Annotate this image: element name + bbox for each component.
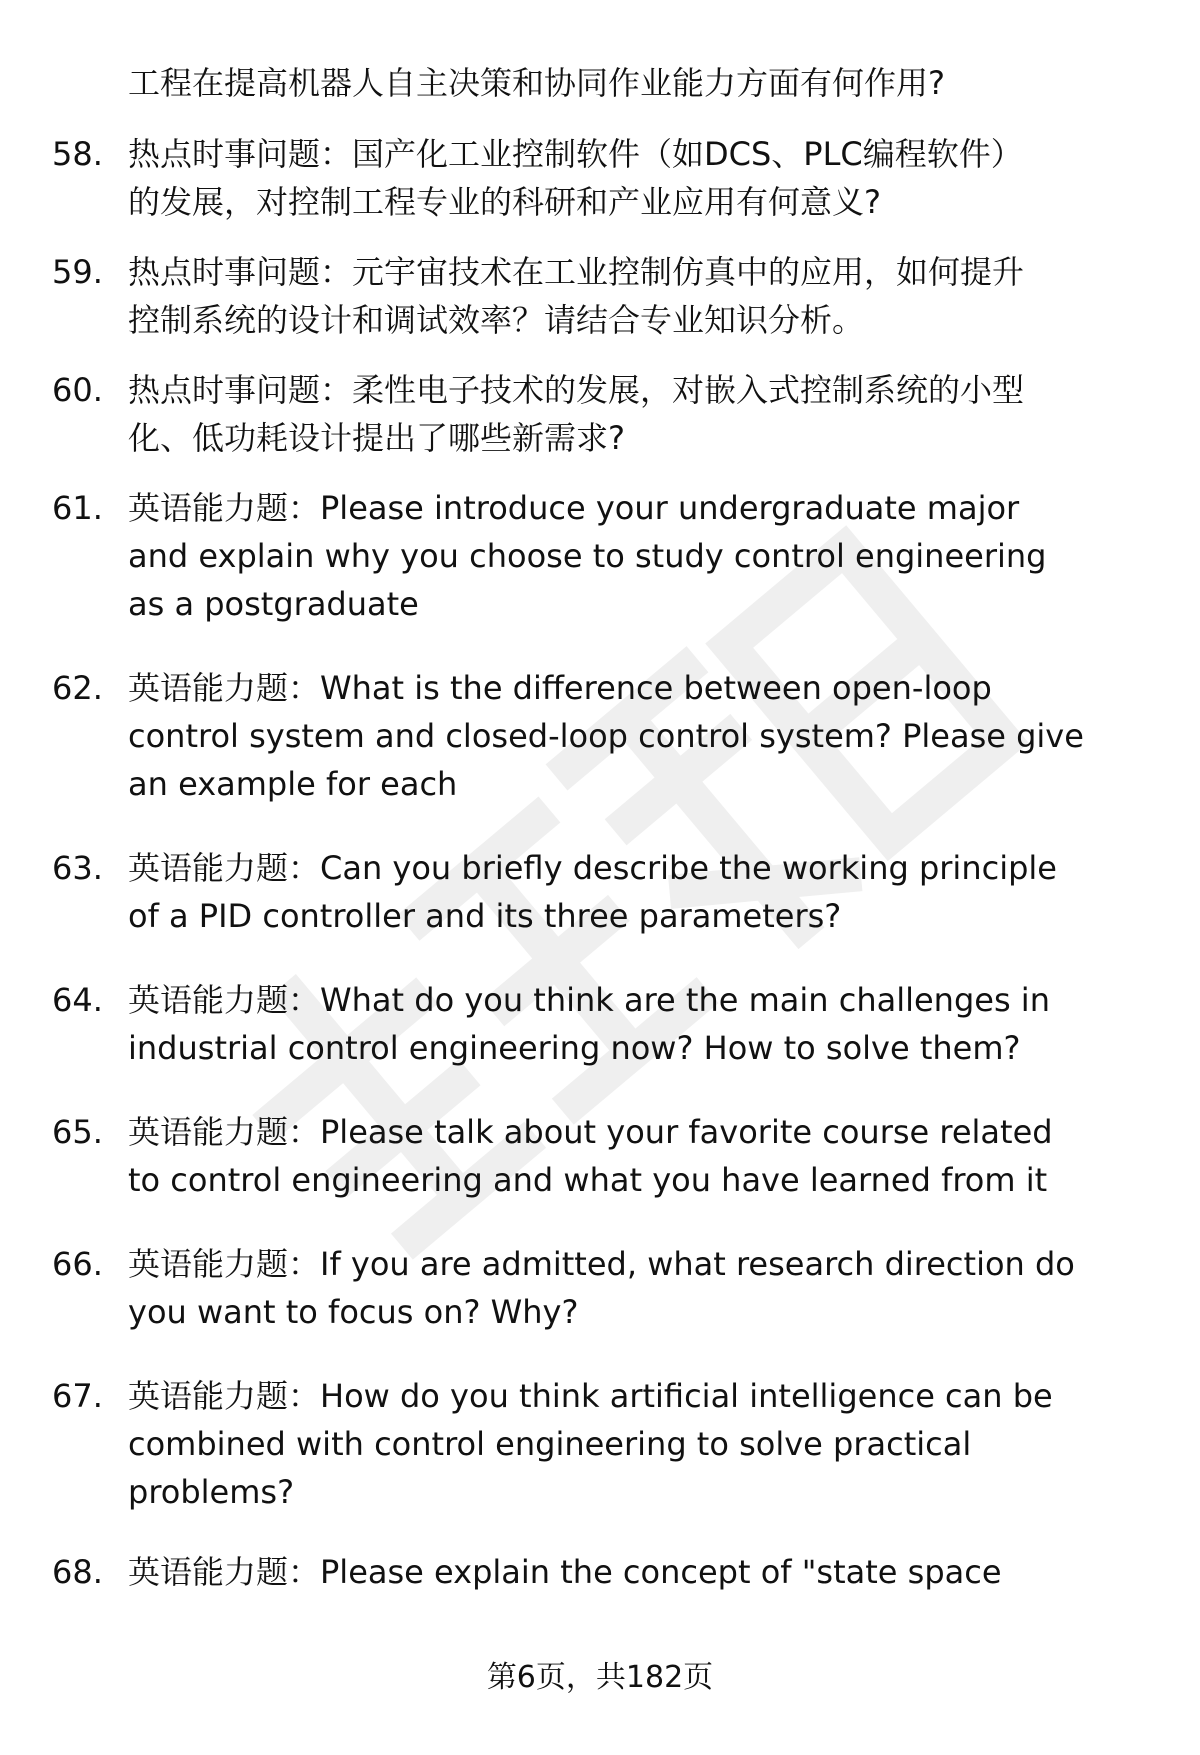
question-line: 英语能力题：Please introduce your undergraduate major [128, 489, 1020, 527]
question-line: problems? [128, 1473, 295, 1511]
question-text [128, 1240, 1168, 1336]
question-line: of a PID controller and its three parameters? [128, 897, 842, 935]
question-number: 67. [52, 1377, 103, 1415]
question-line: to control engineering and what you have learned from it [128, 1161, 1048, 1199]
question-number: 65. [52, 1113, 103, 1151]
question-text [128, 976, 1168, 1072]
question-line: 英语能力题：What is the difference between open-loop [128, 669, 992, 707]
question-number: 59. [52, 253, 103, 291]
question-line: as a postgraduate [128, 585, 419, 623]
question-line: an example for each [128, 765, 458, 803]
question-number: 61. [52, 489, 103, 527]
question-line: combined with control engineering to solve practical [128, 1425, 972, 1463]
question-line: 热点时事问题：国产化工业控制软件（如DCS、PLC编程软件） [128, 135, 1023, 173]
question-number: 66. [52, 1245, 103, 1283]
page-footer: 第6页，共182页 [486, 1660, 714, 1695]
question-line: 英语能力题：Please explain the concept of "state space [128, 1553, 1002, 1591]
question-text [128, 1548, 1168, 1596]
question-number: 58. [52, 135, 103, 173]
question-number: 60. [52, 371, 103, 409]
question-line: 控制系统的设计和调试效率？请结合专业知识分析。 [128, 301, 865, 339]
question-text [128, 248, 1168, 344]
question-text [128, 484, 1168, 628]
question-text [128, 366, 1168, 462]
question-number: 62. [52, 669, 103, 707]
question-text [128, 844, 1168, 940]
question-text [128, 130, 1168, 226]
question-line: 化、低功耗设计提出了哪些新需求? [128, 419, 625, 457]
question-line: and explain why you choose to study control engineering [128, 537, 1047, 575]
question-text [128, 1372, 1168, 1516]
question-number: 64. [52, 981, 103, 1019]
question-line: 热点时事问题：元宇宙技术在工业控制仿真中的应用，如何提升 [128, 253, 1025, 291]
question-text [128, 1108, 1168, 1204]
question-text [128, 664, 1168, 808]
question-line: 英语能力题：If you are admitted, what research direction do [128, 1245, 1075, 1283]
question-number: 63. [52, 849, 103, 887]
question-line: 的发展，对控制工程专业的科研和产业应用有何意义? [128, 183, 881, 221]
question-number: 68. [52, 1553, 103, 1591]
continuation-line: 工程在提高机器人自主决策和协同作业能力方面有何作用? [128, 64, 945, 102]
question-line: control system and closed-loop control system? Please give [128, 717, 1084, 755]
question-line: 英语能力题：What do you think are the main challenges in [128, 981, 1050, 1019]
question-line: 热点时事问题：柔性电子技术的发展，对嵌入式控制系统的小型 [128, 371, 1025, 409]
question-line: 英语能力题：Can you briefly describe the working principle [128, 849, 1057, 887]
question-line: industrial control engineering now? How to solve them? [128, 1029, 1021, 1067]
question-line: you want to focus on? Why? [128, 1293, 579, 1331]
question-line: 英语能力题：How do you think artificial intelligence can be [128, 1377, 1053, 1415]
question-line: 英语能力题：Please talk about your favorite course related [128, 1113, 1053, 1151]
